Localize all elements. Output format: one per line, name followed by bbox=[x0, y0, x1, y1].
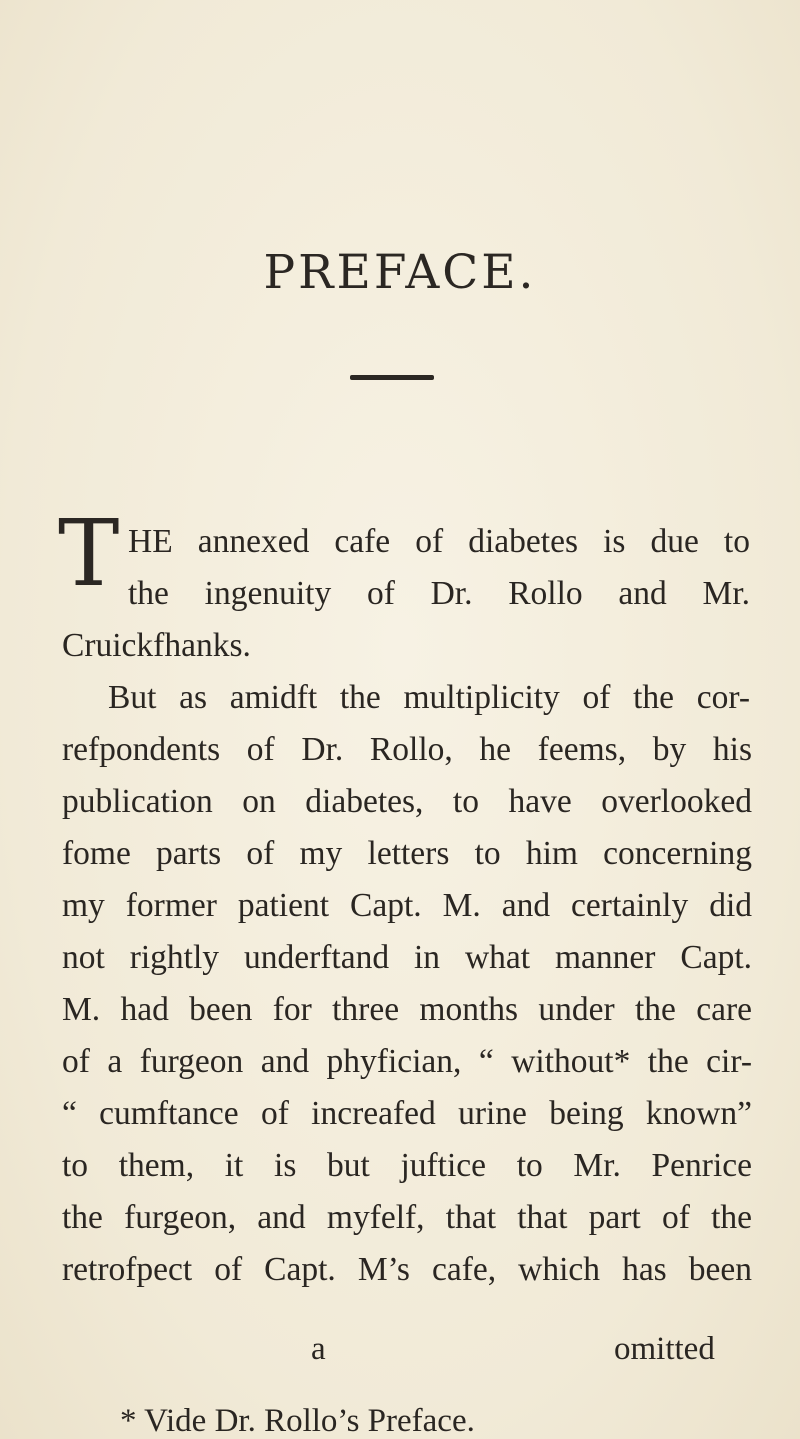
text-line-10: M. had been for three months under the care bbox=[62, 991, 752, 1028]
catchword: omitted bbox=[614, 1331, 715, 1367]
text-line-1: HE annexed cafe of diabetes is due to bbox=[128, 523, 750, 560]
text-line-9: not rightly underftand in what manner Capt. bbox=[62, 939, 752, 976]
text-line-14: the furgeon, and myfelf, that that part of the bbox=[62, 1199, 752, 1236]
text-line-5: refpondents of Dr. Rollo, he feems, by his bbox=[62, 731, 752, 768]
text-line-11: of a furgeon and phyfician, “ without* the cir- bbox=[62, 1043, 752, 1080]
page-title: PREFACE. bbox=[263, 245, 537, 300]
text-line-13: to them, it is but juftice to Mr. Penrice bbox=[62, 1147, 752, 1184]
text-line-2: the ingenuity of Dr. Rollo and Mr. bbox=[128, 575, 750, 612]
footnote: * Vide Dr. Rollo’s Preface. bbox=[120, 1403, 475, 1439]
signature-mark: a bbox=[311, 1331, 326, 1367]
text-line-3: Cruickfhanks. bbox=[62, 627, 251, 664]
text-line-8: my former patient Capt. M. and certainly did bbox=[62, 887, 752, 924]
drop-cap: T bbox=[58, 500, 120, 607]
text-line-7: fome parts of my letters to him concerning bbox=[62, 835, 752, 872]
text-line-15: retrofpect of Capt. M’s cafe, which has been bbox=[62, 1251, 752, 1288]
text-line-6: publication on diabetes, to have overlooked bbox=[62, 783, 752, 820]
title-rule bbox=[350, 375, 434, 380]
text-line-12: “ cumftance of increafed urine being known” bbox=[62, 1095, 752, 1132]
text-line-4: But as amidft the multiplicity of the cor- bbox=[108, 679, 750, 716]
